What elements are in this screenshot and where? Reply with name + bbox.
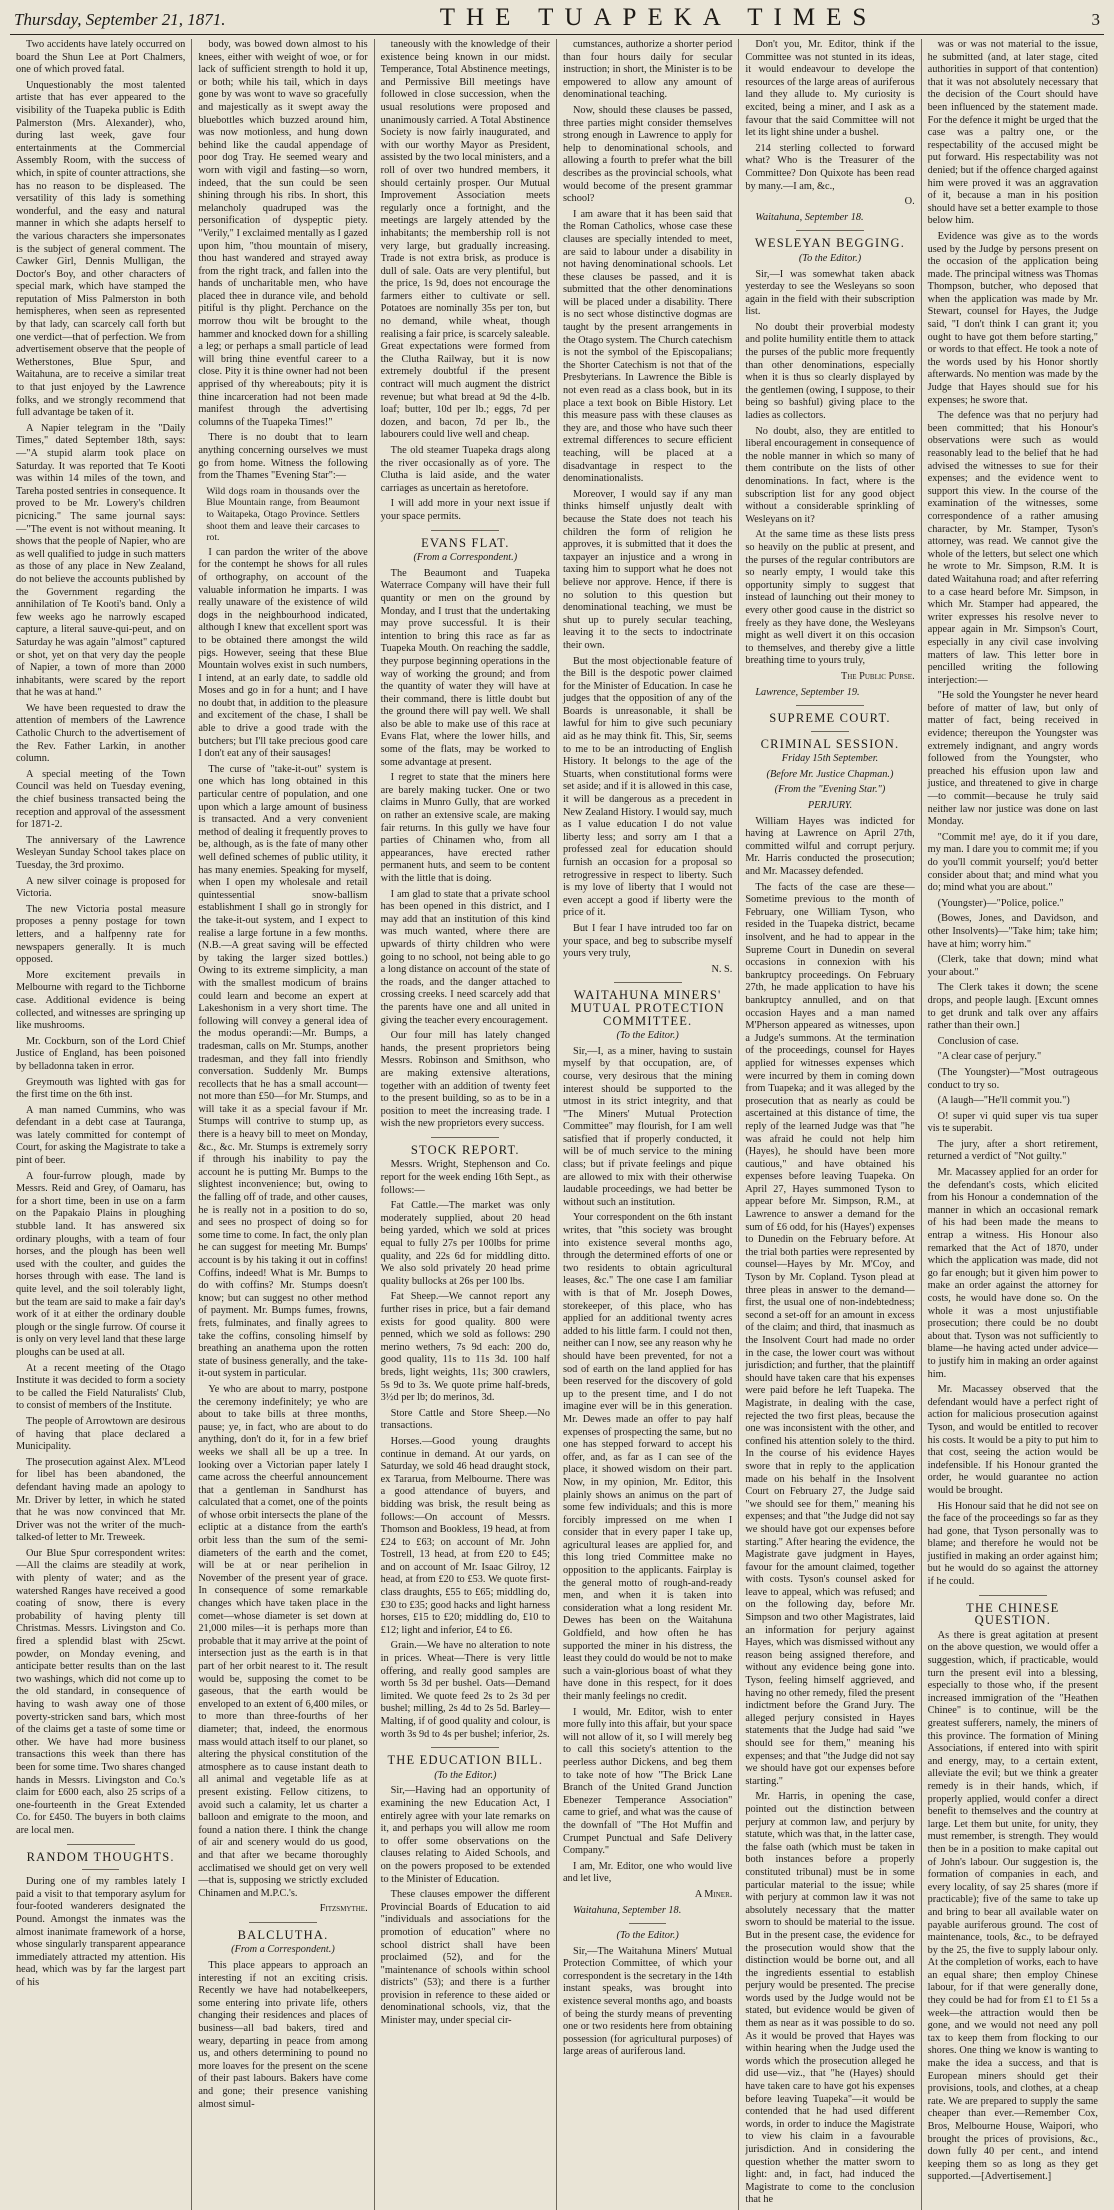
paragraph: We have been requested to draw the attention of members of the Lawrence Catholic Church to the advertisement of the Rev. Father Larkin, in another column. [16,702,186,765]
paragraph: (Youngster)—"Police, police." [937,897,1064,909]
paragraph: "He sold the Youngster he never heard before of matter of law, but only of matter of fact, being received in evidence; thereupon the Youngster was extremely indignant, and angry words followed from the Youngster, who preached his effusion upon law and justice, and threatened to give in charge—to commit—because he truly said neither law nor justice was done on last Monday. [927,690,1098,828]
paragraph: I will add more in your next issue if your space permits. [380,498,550,522]
newspaper-title: THE TUAPEKA TIMES [439,4,878,31]
divider [796,705,864,706]
paragraph: A special meeting of the Town Council was held on Tuesday evening, the chief business transacted being the reception and approval of the assessment for 1871-2. [16,768,186,831]
paragraph: The anniversary of the Lawrence Wesleyan Sunday School takes place on Tuesday, the 3rd proximo. [16,834,186,871]
paragraph: Sir,—The Waitahuna Miners' Mutual Protection Committee, of which your correspondent is the secretary in the 14th instant speaks, was brought into existence several months ago, and boasts of being the sturdy means of preventing one or two residents here from obtaining possession (for agricultural purposes) of large areas of auriferous land. [562,1945,733,2058]
paragraph: I am glad to state that a private school has been opened in this district, and I may add that an institution of this kind was much wanted, where there are upwards of thirty children who were going to no school, not being able to go a long distance on account of the state of the roads, and the danger attached to crossing creeks. I need scarcely add that the parents have one and all united in giving the teacher every encouragement. [380,888,550,1026]
paragraph: I am aware that it has been said that the Roman Catholics, whose case these clauses are specially intended to meet, are said to labour under a disability in not having denominational schools. Let these clauses be passed, and it is submitted that the other denominations will be placed under a disability. There is no sect whose distinctive dogmas are taught by the present arrangements in the Otago system. The Church catechism is not the symbol of the Episcopalians; the Shorter Catechism is not that of the Presbyterians. In Lawrence the Bible is not even read as a class book, but in its place a text book on Bible History. Let this measure pass with these clauses as they are, and those who have such theer extremal differences to secure efficient teaching, will be placed at a disadvantage in respect to the denominationalists. [562,208,733,485]
paragraph: (The Youngster)—"Most outrageous conduct to try so. [927,1066,1098,1091]
paragraph: As there is great agitation at present on the above question, we would offer a suggestion, which, if practicable, would turn the present evil into a blessing, especially to those who, if the present increased immigration of the "Heathen Chinee" is to continue, will be the greatest sufferers, namely, the miners of this province. The formation of Mining Associations, if entered into with spirit and energy, may, to a certain extent, alleviate the evil; but we think a greater remedy is in their hands, which, if properly applied, would confer a direct benefit to themselves and the country at large. Let them but unite, for unity, they must remember, is strength. They would then be in a position to make capital out of John's labour. Our suggestion is, the formation of companies in each, and every locality, of say 25 shares (more if practicable); five of the same to take up and bring to bear all available water on payable auriferous ground. The cost of maintenance, tools, &c., to be defrayed by the 25, the five to supply labour only. At the completion of works, each to have an equal share; then employ Chinese labour, for if that were generally done, they could be had for from £1 to £1 5s a week—the attraction would then be gone, and we would not need any poll tax to keep them from flocking to our shores. One thing we know is wanting to make the idea a success, and that is European miners should get their provisions, tools, and clothes, at a cheap rate. We are prepared to supply the same cheaper than ever.—Remember Cox, Bros, Melbourne House, Waipori, who brought the prices of provisions, &c., down fully 40 per cent., and intend keeping them so as long as they get supported.—[Advertisement.] [927,1629,1098,2183]
divider [431,1747,499,1748]
divider [82,1869,119,1870]
paragraph: Fat Sheep.—We cannot report any further rises in price, but a fair demand exists for good quality. 800 were penned, which we sold as follows: 290 merino wethers, 7s 9d each: 200 do, good quality, 11s to 11s 3d. 100 half breds, light weights, 11s; 300 crawlers, 5s 9d to 3s. We quote prime half-breds, 3½d per lb; do merinos, 3d. [380,1291,550,1404]
case-heading: PERJURY. [807,800,853,812]
article-heading: BALCLUTHA. [237,1927,329,1942]
issue-date: Thursday, September 21, 1871. [14,10,226,29]
paragraph: No doubt, also, they are entitled to liberal encouragement in consequence of the noble manner in which so many of them contribute on the lists of other denominations. In fact, where is the subscription list for any good object without a considerable sprinkling of Wesleyans on it? [745,425,915,525]
paragraph: During one of my rambles lately I paid a visit to that temporary asylum for four-footed wanderers designated the Pound. Amongst the inmates was the almost inanimate framework of a horse, whose singularly transparent appearance immediately attracted my attention. His head, which was by far the largest part of his [16,1876,186,1988]
signature: O. [904,196,915,208]
paragraph: Sir,—I was somewhat taken aback yesterday to see the Wesleyans so soon again in the field with their subscription list. [745,268,915,318]
column-6 [922,39,1104,2210]
paragraph: Horses.—Good young draughts continue in demand. At our yards, on Saturday, we sold 46 head draught stock, ex Tararua, from Melbourne. There was a good attendance of buyers, and bidding was brisk, the result being as follows:—On account of Messrs. Thomson and Bookless, 19 head, at from £24 to £63; on account of Mr. John Tostrell, 13 head, at from £20 to £45; and on account of Mr. Isaac Gilroy, 12 head, at from £20 to £53. We quote first-class draughts, £55 to £65; middling do, £30 to £35; good hacks and light harness horses, £15 to £20; middling do, £10 to £12; light and inferior, £4 to £6. [380,1435,550,1636]
article-subheading: (To the Editor.) [434,1769,497,1781]
paragraph: I am, Mr. Editor, one who would live and let live, [562,1860,733,1885]
paragraph: body, was bowed down almost to his knees, either with weight of woe, or for lack of sufficient strength to hold it up, or both; while his tail, which in days gone by was wont to wave so gracefully and majestically as it swept away the bluebottles which buzzed around him, was now motionless, and hung down behind like the caudal appendage of poor dog Tray. He seemed weary and worn with vigil and fasting—so worn, indeed, that the sun could be seen shining through his ribs. In short, this melancholy quadruped was the personification of dyspeptic piety. "Verily," I exclaimed mentally as I gazed upon him, "thou mountain of misery, thou hast wandered and strayed away from the right track, and fallen into the hands of uncharitable men, who have placed thee in durance vile, and behold pitiful is thy plight. Perchance on the morrow thou wilt be brought to the hammer and knocked down for a shilling a leg; or perhaps a small particle of lead will bring thine eventful career to a close. Pity it is thine owner had not been apprised of thy whereabouts; pity it is thine incarceration had not been made manifest through the advertising columns of the Tuapeka Times!" [198,39,368,428]
paragraph: Two accidents have lately occurred on board the Shun Lee at Port Chalmers, one of which proved fatal. [16,39,186,76]
paragraph: The prosecution against Alex. M'Leod for libel has been abandoned, the defendant having made an apology to Mr. Driver by letter, in which he stated that he was now convinced that Mr. Driver was not the writer of the much-talked-of letter to Mr. Treweek. [16,1456,186,1544]
article-heading: THE EDUCATION BILL. [387,1753,544,1768]
paragraph: "Commit me! aye, do it if you dare, my man. I dare you to commit me; if you do you'll commit yourself; you'd better consider about that; and mind what you do; mind what you are about." [927,831,1098,894]
paragraph: The curse of "take-it-out" system is one which has long obtained in this particular centre of population, and one upon which a large amount of business is transacted. And a very convenient method of dealing it frequently proves to be, although, as is the fate of many other well defined schemes of public utility, it has many enemies. Speaking for myself, when I open my wholesale and retail quintessential snow-ballism establishment I shall go in strongly for the take-it-out system, and I expect to realise a large fortune in a few months. (N.B.—A great saving will be effected by taking the larger sized bottles.) Owing to its extreme simplicity, a man with the smallest modicum of brains could learn and become an expert at Lakeshonism in a very short time. The following will convey a general idea of the modus operandi:—Mr. Bumps, a tradesman, calls on Mr. Stumps, another tradesman, and they fall into friendly conversation. Suddenly Mr. Bumps recollects that he has a small account—not more than £50—for Mr. Stumps, and will take it as a special favour if Mr. Stumps will contrive to stump up, as there is a heavy bill to meet on Monday, &c., &c. Mr. Stumps is extremely sorry if through his inability to pay the account he is putting Mr. Bumps to the slightest inconvenience; but, owing to the falling off of trade, and other causes, he is really not in a position to do so, and sees no prospect of doing so for some time to come. In fact, the only plan he can suggest for meeting Mr. Bumps' account is by his taking it out in coffins! Coffins, indeed! What is Mr. Bumps to do with coffins? Mr. Stumps doesn't know; but can suggest no other method of payment. Mr. Bumps fumes, frowns, frets, fulminates, and finally agrees to take the coffins, consoling himself by breathing an anathema upon the rotten state of business generally, and the take-it-out system in particular. [198,763,368,1380]
paragraph: At a recent meeting of the Otago Institute it was decided to form a society to be called the Field Naturalists' Club, to consist of members of the Institute. [16,1362,186,1412]
paragraph: O! super vi quid super vis tua super vis te superabit. [927,1110,1098,1135]
column-1 [10,39,192,2210]
column-3 [375,39,557,2210]
paragraph: But the most objectionable feature of the Bill is the despotic power claimed for the Minister of Education. In case he judges that the opposition of any of the Boards is unreasonable, it shall be lawful for him to give such pecuniary aid as he may think fit. This, Sir, seems to me to be an introducting of English History. It belongs to the age of the Stuarts, when constitutional forms were set aside; and if it is allowed in this case, it will be dangerous as a precedent in New Zealand History. I would say, much as I value education I do not value liberty less; and sorry am I that a professed zeal for education should furnish an occasion for a proposal so retrogressive in respect to liberty. Such is my love of liberty that I would not even accept a good if liberty were the price of it. [562,655,733,919]
divider [431,530,499,531]
paragraph: Mr. Macassey applied for an order for the defendant's costs, which elicited from his Honour a condemnation of the manner in which an occasional remark of his had been made the means to entrap a witness. His Honour also remarked that the Act of 1870, under which the application was made, did not go far enough; but it given him power to make an order against the attorney for costs, he would have done so. On the whole it was a most unjustifiable prosecution; there could be no doubt about that. Tyson was not sufficiently to blame—he having acted under advice—to justify him in making an order against him. [927,1167,1098,1380]
paragraph: The jury, after a short retirement, returned a verdict of "Not guilty." [927,1138,1098,1163]
paragraph: Grain.—We have no alteration to note in prices. Wheat—There is very little offering, and really good samples are worth 5s 3d per bushel. Oats—Demand limited. We quote feed 2s to 2s 3d per bushel; milling, 2s 4d to 2s 5d. Barley—Malting, if of good quality and colour, is worth 3s 9d to 4s per bushel; inferior, 2s. [380,1640,550,1740]
paragraph: Mr. Macassey observed that the defendant would have a perfect right of action for malicious prosecution against Tyson, and would be entitled to recover his costs. It would be a pity to put him to that cost, seeing the action would be indefensible. If his Honour granted the order, he would guarantee no action would be brought. [927,1384,1098,1496]
paragraph: These clauses empower the different Provincial Boards of Education to aid "individuals and associations for the promotion of education" where no school district shall have been proclaimed (52), and for the "maintenance of schools within school districts" (53); and there is a further provision in reference to these aided or denominational schools, viz, that the Minister may, under special cir- [380,1889,550,2027]
masthead [10,4,1104,35]
paragraph: was or was not material to the issue, he submitted (and, at later stage, cited authorities in support of that contention) that it was not absolutely necessary that the decision of the Court should have been influenced by the statement made. For the defence it might be urged that the case was a paltry one, or the respectability of the accused might be put forward. His respectability was not denied; but if the offence charged against him were proved it was an aggravation of it, because a man in his position should have set a better example to those below him. [927,39,1098,227]
dateline: Lawrence, September 19. [755,686,860,698]
paragraph: Store Cattle and Store Sheep.—No transactions. [380,1407,550,1432]
paragraph: "A clear case of perjury." [937,1051,1042,1063]
paragraph: Sir,—Having had an opportunity of examining the new Education Act, I entirely agree with your late remarks on it, and perhaps you will allow me room to offer some observations on the clauses relating to Aided Schools, and on the powers proposed to be extended to the Minister of Education. [380,1785,550,1885]
signature: A Miner. [694,1888,733,1900]
columns [10,39,1104,2206]
paragraph: His Honour said that he did not see on the face of the proceedings so far as they had gone, that Tyson personally was to blame; and therefore he would not be justified in making an order against him; but he would do so against the attorney if he could. [927,1500,1098,1588]
divider [796,230,864,231]
divider [629,1923,666,1924]
article-heading: EVANS FLAT. [421,535,510,550]
signature: The Public Purse. [840,670,915,682]
paragraph: Conclusion of case. [937,1035,1019,1047]
article-subheading: Friday 15th September. [781,753,879,765]
paragraph: (Bowes, Jones, and Davidson, and other Insolvents)—"Take him; take him; have at him; worry him." [927,913,1098,950]
paragraph: Greymouth was lighted with gas for the first time on the 6th inst. [16,1076,186,1101]
paragraph: The defence was that no perjury had been committed; that his Honour's observations were such as would reasonably lead to the belief that he had advised the witnesses to sue for their expenses; and the evidence went to support this view. In the course of the examination of the witnesses, some correspondence of a rather amusing character, by Mr. Stamper, Tyson's attorney, was read. We cannot give the whole of the letters, but select one which he wrote to Mr. Simpson, R.M. It is dated Waitahuna road; and after referring to a case heard before Mr. Simpson, in which Mr. Stamper had appeared, the writer expresses his resolve never to appear again in Mr. Simpson's Court, especially in any civil case involving matters of law. This letter bore in pencilled writing the following interjection:— [927,410,1098,686]
article-heading: SUPREME COURT. [769,711,891,726]
signature: N. S. [711,963,733,975]
block-quote: Wild dogs roam in thousands over the Blue Mountain range, from Beaumont to Waitapeka, Otago Province. Settlers shoot them and leave their carcases to rot. [206,485,360,544]
paragraph: Sir,—I, as a miner, having to sustain myself by that occupation, are, of course, very desirous that the mining interest should be supported to the utmost in its strict integrity, and that "The Miners' Mutual Protection Committee" may flourish, for I am well satisfied that if properly conducted, it will be of much service to the mining class; but if private feelings and pique are allowed to mix with their otherwise laudable proceedings, we had better be without such an institution. [562,1045,733,1208]
article-subheading: (To the Editor.) [616,1930,679,1942]
paragraph: Our Blue Spur correspondent writes:—All the claims are steadily at work, with plenty of water; and as the watershed Ranges have received a good coating of snow, there is every probability of having plenty till Christmas. Messrs. Livingston and Co. fired a splendid blast with 25cwt. powder, on Monday evening, and anticipate better results than on the last two washings, which did not come up to the old standard, in consequence of having to wash away one of those poverty-stricken sand bars, which most of the claims get a taste of some time or other. We have had more business transactions this week than there has been for some time. Two shares changed hands in Messrs. Livingston and Co.'s claim for £600 each, also 25 scrips of a one-fourteenth in the Great Extended Co. for £450. The buyers in both claims are local men. [16,1547,186,1836]
paragraph: Unquestionably the most talented artiste that has ever appeared to the visibility of the Tuapeka public is Edith Palmerston (Mrs. Alexander), who, during last week, gave four entertainments at the Commercial Assembly Room, with the success of which, in spite of counter attractions, she has no reason to be displeased. The versatility of this lady is something wonderful, and the easy and natural manner in which she adapts herself to the various characters she impersonates is the subject of general comment. The Cawker Girl, Dennis Mulligan, the Doctor's Boy, and other characters of special mark, which have stamped the reputation of Miss Palmerston in both hemispheres, when seen as represented by that lady, can scarcely call forth but one verdict—that of perfection. We from advertisement observe that the people of Wetherstones, Blue Spur, and Waitahuna, are to receive a similar treat to that just enjoyed by the Lawrence folks, and we strongly recommend that full advantage be taken of it. [16,79,186,419]
paragraph: The Beaumont and Tuapeka Waterrace Company will have their full quantity or men on the ground by Monday, and I trust that the undertaking may prove successful. It is their intention to bring this race as far as Tuapeka Mouth. On reaching the saddle, they purpose beginning operations in the way of working the ground; and from the quantity of water they will have at their command, there is little doubt but the ground there will pay well. We shall also be able to make use of this race at Evans Flat, where the lower hills, and some of the flats, may be worked to some advantage at present. [380,567,550,768]
paragraph: But I fear I have intruded too far on your space, and beg to subscribe myself yours very truly, [562,922,733,960]
paragraph: This place appears to approach an interesting if not an exciting crisis. Recently we have had notabelkeepers, some entering into private life, others changing their residences and places of business—all bad bakers, tired and weary, departing in peace from among us, and others determining to pound no more loaves for the present on the scene of their past labours. Bakers have come and gone; their presence vanishing almost simul- [198,1960,368,2110]
divider [979,1595,1047,1596]
dateline: Waitahuna, September 18. [755,211,864,223]
paragraph: A man named Cummins, who was defendant in a debt case at Tauranga, was lately committed for contempt of Court, for asking the Magistrate to take a pint of beer. [16,1104,186,1167]
divider [431,1137,499,1138]
paragraph: I would, Mr. Editor, wish to enter more fully into this affair, but your space will not allow of it, so I will merely beg to call this society's attention to the peerless author Dickens, and beg them to take note of how "The Brick Lane Branch of the United Grand Junction Ebenezer Temperance Association" came to grief, and what was the cause of the downfall of "The Hot Muffin and Crumpet Punctual and Safe Delivery Company." [562,1706,733,1857]
paragraph: (A laugh—"He'll commit you.") [937,1095,1070,1107]
paragraph: A Napier telegram in the "Daily Times," dated September 18th, says:—"A stupid alarm took place on Saturday. It was reported that Te Kooti was within 14 miles of the town, and Tareha posted sentries in consequence. It proved to be Mr. Lowery's children picnicing." The same journal says:—"The event is not without meaning. It shows that the people of Napier, who are as well qualified to judge in such matters as those of any place in New Zealand, do not believe the accounts published by the Government regarding the annihilation of Te Kooti's band. Only a few weeks ago he narrowly escaped capture, a literal sauve-qui-peut, and on Saturday he was again "almost" captured or shot, yet on that very day the people of Napier, a town of more than 2000 inhabitants, were scared by the report that he was at hand." [16,422,186,699]
divider [811,731,848,732]
paragraph: cumstances, authorize a shorter period than four hours daily for secular instruction; in short, the Minister is to be empowered to allow any amount of denominational teaching. [562,39,733,101]
article-heading: WESLEYAN BEGGING. [754,236,906,251]
paragraph: Ye who are about to marry, postpone the ceremony indefinitely; ye who are about to take bills at three months, pause; ye, in fact, who are about to do anything, don't do it, for in a few brief weeks we shall all be up a tree. In looking over a Victorian paper lately I came across the cheerful announcement that a gentleman in Sandhurst has calculated that a comet, one of the points of whose orbit intersects the plane of the ecliptic at a distance from the earth's orbit less than the sum of the semi-diameters of the earth and the comet, will be at or near perihelion in November of the present year of grace. In consequence of some remarkable changes which have taken place in the comet—whose diameter is set down at 21,000 miles—it is perhaps more than probable that it may arrive at the point of intersection just as the earth is in that part of her orbit nearest to it. The result would be, supposing the comet to be gaseous, that the earth would be enveloped to an extent of 6,400 miles, or to more than three-fourths of her diameter; that, indeed, the enormous mass would attach itself to our planet, so altering the physical constitution of the atmosphere as to cause instant death to all animal and vegetable life as at present existing. Fellow citizens, to avoid such a calamity, let us charter a balloon and emigrate to the moon, and found a nation there. I think the change of air and scenery would do us good, and that after we became thoroughly acclimatised we should get on very well—that is, supposing we strictly excluded Chinamen and M.P.C.'s. [198,1383,368,1899]
column-4 [557,39,739,2210]
column-5 [739,39,921,2210]
article-subheading: (From a Correspondent.) [413,552,518,564]
paragraph: The Clerk takes it down; the scene drops, and people laugh. [Excunt omnes to get drunk and talk over any affairs rather than their own.] [927,982,1098,1032]
paragraph: Messrs. Wright, Stephenson and Co. report for the week ending 16th Sept., as follows:— [380,1159,550,1196]
paragraph: Our four mill has lately changed hands, the present proprietors being Messrs. Robinson and Smithson, who are making extensive alterations, together with an addition of twenty feet to the present building, so as to be in a position to meet the increasing trade. I wish the new proprietors every success. [380,1030,550,1130]
divider [614,982,682,983]
paragraph: Fat Cattle.—The market was only moderately supplied, about 20 head being yarded, which we sold at prices equal to fully 27s per 100lbs for prime quality, and 22s 6d for middling ditto. We also sold privately 20 head prime quality bullocks at 26s per 100 lbs. [380,1200,550,1287]
paragraph: A new silver coinage is proposed for Victoria. [16,875,186,900]
article-heading: CRIMINAL SESSION. [760,736,900,751]
article-subheading: (From the "Evening Star.") [774,784,886,796]
paragraph: William Hayes was indicted for having at Lawrence on April 27th, committed wilful and corrupt perjury. Mr. Harris conducted the prosecution; and Mr. Macassey defended. [745,815,915,878]
paragraph: I regret to state that the miners here are barely making tucker. One or two claims in Munro Gully, that are worked on rather an extensive scale, are making fair returns. In this gully we have four parties of Chinamen who, from all appearances, have erected rather permanent huts, and seem to be content with the little that is doing. [380,772,550,884]
paragraph: Mr. Cockburn, son of the Lord Chief Justice of England, has been poisoned by belladonna taken in error. [16,1035,186,1072]
paragraph: The old steamer Tuapeka drags along the river occasionally as of yore. The Clutha is laid aside, and the water carriages as uncertain as heretofore. [380,445,550,494]
signature: Fitzsmythe. [319,1903,368,1915]
paragraph: 214 sterling collected to forward what? Who is the Treasurer of the Committee? Don Quixote has been read by many.—I am, &c., [745,142,915,192]
paragraph: The people of Arrowtown are desirous of having that place declared a Municipality. [16,1415,186,1453]
paragraph: Now, should these clauses be passed, three parties might consider themselves strong enough in Lawrence to apply for help to denominational schools, and allowing a fourth to prefer what the bill describes as the provincial schools, what would become of the present grammar school? [562,104,733,205]
article-subheading: (From a Correspondent.) [231,1944,335,1956]
paragraph: Moreover, I would say if any man thinks himself unjustly dealt with because the State does not teach his children the form of religion he approves, it is submitted that it does the taxpayer an injustice and a wrong in taxing him to support what he does not believe nor approve. Hence, if there is no solution to this question but denominational teaching, we must be shut up to purely secular teaching, leaving it to the sects to indoctrinate their own. [562,488,733,651]
paragraph: The facts of the case are these—Sometime previous to the month of February, one William Tyson, who resided in the Tuapeka district, became insolvent, and he had to appear in the Supreme Court in Dunedin on several occasions in connexion with his bankruptcy proceedings. On February 27th, he made application to have his bankruptcy annulled, and on that occasion Hayes and a man named M'Pherson appeared as witnesses, upon a Judge's summons. At the termination of the proceedings, counsel for Hayes applied for witnesses expenses which were incurred by them in coming down from Tuapeka; and it was alleged by the prosecution that as nearly as could be ascertained at this distance of time, the reply of the learned Judge was that "he was afraid he could not help him (Hayes), he should have been more cautious," and have obtained his expenses before leaving Tuapeka. On April 27, Hayes summoned Tyson to appear before Mr. Simpson, R.M., at Lawrence to answer a demand for the sum of £6 odd, for his (Hayes') expenses to Dunedin on the February before. At the trial both parties were represented by counsel—Hayes by Mr. M'Coy, and Tyson by Mr. Copland. Tyson plead at three pleas in answer to the demand—first, the usual one of non-indebtedness; second a set-off for an amount in excess of the claim; and third, that inasmuch as the Insolvent Court had made no order in the case, the lower court was without jurisdiction; and further, that the plaintiff should have taken care that his expenses were paid before he left Tuapeka. The Magistrate, in dealing with the case, rejected the two first pleas, because the one was inconsistent with the other, and confined his attention solely to the third. In the course of his evidence Hayes swore that in reply to the application made on his behalf in the Insolvent Court on February 27, the Judge said "we should see for them," meaning his expenses; and that "the Judge did not say we should have got our expenses before starting." After hearing the evidence, the Magistrate gave judgment in Hayes, favour for the amount claimed, together with costs. Tyson's counsel asked for leave to appeal, which was refused; and on the following day, before Mr. Simpson and two other Magistrates, laid an information for perjury against Hayes, which was dismissed without any reason being assigned therefore, and without any evidence being gone into. Tyson, feeling himself aggrieved, and having no other remedy, filed the present indictment before the Grand Jury. The alleged perjury consisted in Hayes statements that the Judge had said "we should see for them," meaning his expenses; and that "the Judge did not say we should have got our expenses before starting." [745,881,915,1787]
paragraph: There is no doubt that to learn anything concerning ourselves we must go from home. Witness the following from the Thames "Evening Star":— [198,432,368,482]
paragraph: The new Victoria postal measure proposes a penny postage for town letters, and a halfpenny rate for newspapers generally. It is much opposed. [16,903,186,966]
paragraph: (Clerk, take that down; mind what your about." [927,954,1098,978]
paragraph: Don't you, Mr. Editor, think if the Committee was not stunted in its ideas, it would endeavour to develope the resources of the large areas of auriferous land they allude to. My curiosity is excited, being a miner, and I ask as a favour that the said Committee will not let its light shine under a bushel. [745,39,915,139]
paragraph: A four-furrow plough, made by Messrs. Reid and Grey, of Oamaru, has for a short time, been in use on a farm on the Papakaio Plains in ploughing stubble land. It has answered six ordinary ploughs, with a team of four horses, and the plough has been well used with the coulter, and guides the horses through with ease. The land is quite level, and the soil tolerably light, but the team are said to make a fair day's work of it at either the ordinary double plough or the single furrow. Of course it is only on very level land that these large ploughs can be used at all. [16,1170,186,1358]
page-number: 3 [1091,10,1100,29]
divider [249,1922,317,1923]
paragraph: taneously with the knowledge of their existence being known in our midst. Temperance, Total Abstinence meetings, and Permissive Bill meetings have followed in close succession, when the usual resolutions were proposed and unanimously carried. A Total Abstinence Society is now fairly inaugurated, and with our worthy Mayor as President, assisted by the two local ministers, and a roll of over two hundred members, it should certainly prosper. Our Mutual Improvement Association meets regularly once a fortnight, and the meetings are largely attended by the inhabitants; the membership roll is not very large, but gradually increasing. Trade is not extra brisk, as produce is dull of sale. Oats are very plentiful, but the price, 1s 9d, does not encourage the farmers either to cultivate or sell. Potatoes are nominally 35s per ton, but no demand, while wheat, though realising a fair price, is scarcely saleable. Great expectations were formed from the Clutha Railway, but it is now extremely doubtful if the present contract will much augment the district revenue; but what bread at 9d the 4-lb. loaf; butter, 10d per lb.; eggs, 7d per dozen, and bacon, 7d per lb., the labourers could live well and cheap. [380,39,550,441]
article-heading: THE CHINESE QUESTION. [966,1600,1060,1628]
article-subheading: (Before Mr. Justice Chapman.) [766,768,894,780]
column-2 [192,39,374,2210]
divider [67,1844,135,1845]
paragraph: Your correspondent on the 6th instant writes, that "this society was brought into existence several months ago, through the determined efforts of one or two residents to obtain agricultural leases, &c." The one case I am familiar with is that of Mr. Joseph Dowes, storekeeper, of this place, who has applied for an additional twenty acres added to his little farm. I could not then, neither can I now, see any reason why he should have been prevented, for not a sod of earth on the land applied for has been reserved for the discovery of gold up to the present time, and I do not imagine ever will be in this generation. Mr. Dewes made an offer to pay half expenses of prospecting the same, but no one has stepped forward to accept his offer, and, as far as I can see of the place, it showed wisdom on their part. Now, in my opinion, Mr. Editor, this plainly shows an animus on the part of some few individuals; and this is more forcibly impressed on me when I consider that in every paper I take up, agricultural leases are applied for, and this long tried Committee make no opposition to the applicants. Fairplay is the general motto of rough-and-ready men, and when it is taken into consideration what a long resident Mr. Dewes has been on the Waitahuna Goldfield, and how often he has supported the miner in his distress, the least they could do would be not to make such a vain-glorious boast of what they have done in this respect, for it does their manly feelings no credit. [562,1212,733,1702]
article-heading: RANDOM THOUGHTS. [26,1849,175,1864]
paragraph: At the same time as these lists press so heavily on the public at present, and the purses of the regular contributors are so nearly empty, I would take this opportunity simply to suggest that instead of launching out their money to every other good cause in the district so freely as they have done, the Wesleyans might as well divert it on this occasion to themselves, and thereby give a little breathing time to yours truly, [745,529,915,667]
article-heading: WAITAHUNA MINERS' MUTUAL PROTECTION COMMITTEE. [570,988,725,1028]
article-subheading: (To the Editor.) [798,252,862,264]
paragraph: Evidence was give as to the words used by the Judge by persons present on the occasion of the application being made. The principal witness was Thomas Thompson, butcher, who deposed that when the application was made by Mr. Stewart, counsel for Hayes, the Judge said, "I don't think I can grant it; you ought to have got them before starting," or words to that effect. He took a note of the words used by his Honor shortly afterwards. No mention was made by the Judge that Hayes should sue for his expenses; he swore that. [927,230,1098,406]
paragraph: No doubt their proverbial modesty and polite humility entitle them to attack the purses of the public more frequently than other denominations, especially when it is thus so clearly displayed by the gentlemen (owing, I suppose, to their being so bashful) giving place to the ladies as collectors. [745,321,915,422]
paragraph: More excitement prevails in Melbourne with regard to the Tichborne case. Additional evidence is being collected, and witnesses are springing up like mushrooms. [16,969,186,1032]
dateline: Waitahuna, September 18. [572,1904,682,1916]
paragraph: I can pardon the writer of the above for the contempt he shows for all rules of orthography, on account of the valuable information he imparts. I was really unaware of the existence of wild dogs in the neighbourhood indicated, although I knew that excellent sport was to be obtained there amongst the wild pigs. However, seeing that these Blue Mountain wolves exist in such numbers, I intend, at an early date, to saddle old Moses and go in for a hunt; and I have no doubt that, in addition to the pleasure and excitement of the chase, I shall be able to drive a good trade with the butchers; but I'll take precious good care I don't eat any of their sausages! [198,546,368,760]
paragraph: Mr. Harris, in opening the case, pointed out the distinction between perjury at common law, and perjury by statute, which was that, in the latter case, the false oath (which must be taken in both instances before a properly constituted tribunal) must be in some particular material to the issue; while with perjury at common law it was not absolutely necessary that the matter sworn to should be material to the issue. But in the present case, the evidence for the prosecution would show that the distinction would be borne out, and all the ingredients essential to establish perjury would be presented. The precise words used by the Judge would not be stated, but evidence would be given of them as near as it was possible to do so. As it would be proved that Hayes was within hearing when the Judge used the words which the prosecution alleged he did use—viz., that "he (Hayes) should have taken care to have got his expenses before leaving Tuapeka"—it would be contended that he had used different words, in order to induce the Magistrate to view his claim in a favourable jurisdiction. And in considering the question whether the matter sworn to light: and, in fact, had induced the Magistrate to come to the conclusion that he [745,1791,915,2206]
article-heading: STOCK REPORT. [410,1142,520,1157]
article-subheading: (To the Editor.) [616,1030,679,1042]
